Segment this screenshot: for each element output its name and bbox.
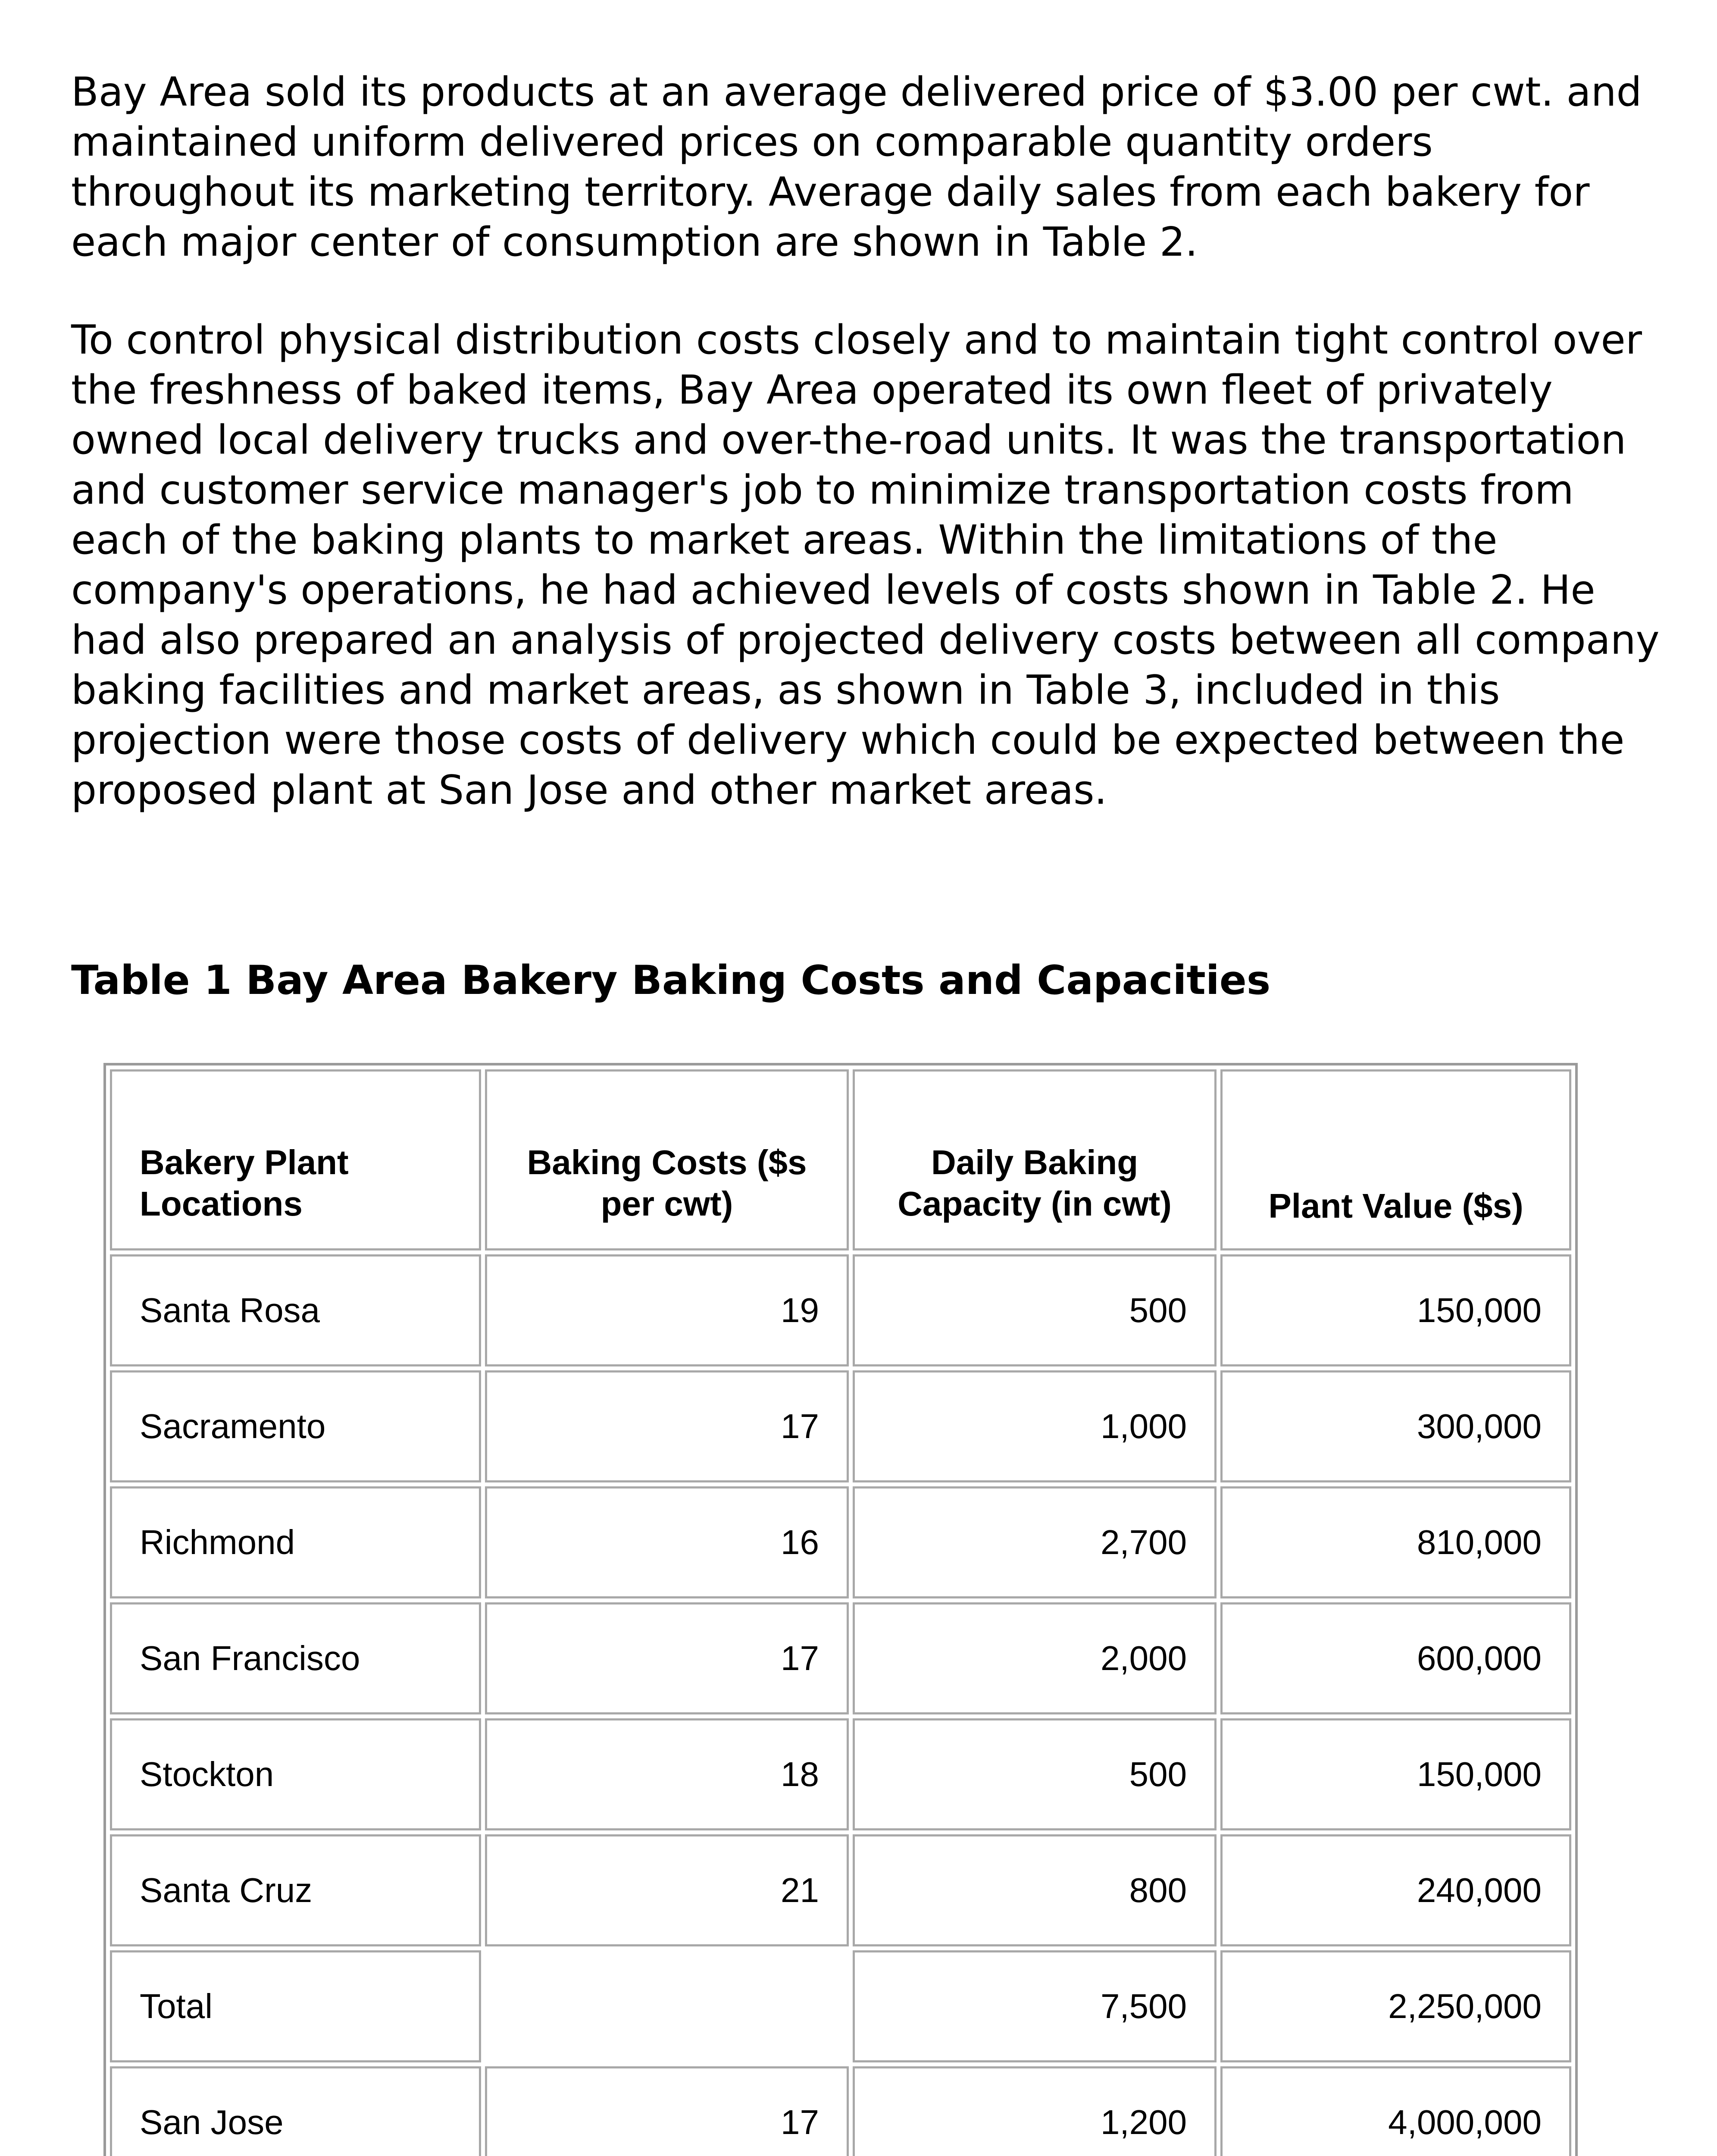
cell-location: Santa Cruz (110, 1834, 481, 1946)
table-row-total (110, 1950, 1571, 2062)
cell-capacity: 1,200 (853, 2066, 1217, 2156)
cell-cost: 19 (485, 1254, 849, 1366)
cell-capacity: 2,700 (853, 1486, 1217, 1598)
cell-capacity: 2,000 (853, 1602, 1217, 1714)
cell-location: Santa Rosa (110, 1254, 481, 1366)
table-header-row (110, 1069, 1571, 1250)
cell-value: 810,000 (1220, 1486, 1571, 1598)
cell-capacity: 7,500 (853, 1950, 1217, 2062)
cell-value: 150,000 (1220, 1254, 1571, 1366)
table-1 (103, 1063, 1578, 2156)
cell-value: 150,000 (1220, 1718, 1571, 1830)
table-row (110, 1834, 1571, 1946)
cell-location: Stockton (110, 1718, 481, 1830)
cell-capacity: 500 (853, 1254, 1217, 1366)
cell-location: Total (110, 1950, 481, 2062)
cell-cost: 17 (485, 2066, 849, 2156)
cell-cost-empty (485, 1950, 849, 2062)
header-baking-cost: Baking Costs ($s per cwt) (485, 1069, 849, 1250)
cell-capacity: 800 (853, 1834, 1217, 1946)
table-row (110, 1370, 1571, 1482)
header-capacity: Daily Baking Capacity (in cwt) (853, 1069, 1217, 1250)
header-location: Bakery Plant Locations (110, 1069, 481, 1250)
cell-cost: 17 (485, 1370, 849, 1482)
header-plant-value: Plant Value ($s) (1220, 1069, 1571, 1250)
cell-cost: 16 (485, 1486, 849, 1598)
table-row (110, 2066, 1571, 2156)
cell-value: 240,000 (1220, 1834, 1571, 1946)
paragraph-2: To control physical distribution costs closely and to maintain tight control over the freshness of baked items, Bay Area operated its own fleet of privately owned local delivery trucks and over-the-road units. It was the transportation and customer service manager's job to minimize transportation costs from each of the baking plants to market areas. Within the limitations of the company's operations, he had achieved levels of costs shown in Table 2. He had also prepared an analysis of projected delivery costs between all company baking facilities and market areas, as shown in Table 3, included in this projection were those costs of delivery which could be expected between the proposed plant at San Jose and other market areas. (71, 317, 1660, 813)
table-1-title: Table 1 Bay Area Bakery Baking Costs and Capacities (71, 957, 1271, 1003)
table-row (110, 1602, 1571, 1714)
cell-cost: 17 (485, 1602, 849, 1714)
cell-location: San Jose (110, 2066, 481, 2156)
cell-capacity: 1,000 (853, 1370, 1217, 1482)
cell-location: Richmond (110, 1486, 481, 1598)
table-row (110, 1254, 1571, 1366)
cell-cost: 21 (485, 1834, 849, 1946)
cell-cost: 18 (485, 1718, 849, 1830)
paragraph-1: Bay Area sold its products at an average delivered price of $3.00 per cwt. and maintained uniform delivered prices on comparable quantity orders throughout its marketing territory. Average daily sales from each bakery for each major center of consumption are shown in Table 2. (71, 69, 1642, 265)
table-row (110, 1718, 1571, 1830)
cell-value: 4,000,000 (1220, 2066, 1571, 2156)
cell-value: 600,000 (1220, 1602, 1571, 1714)
cell-value: 300,000 (1220, 1370, 1571, 1482)
cell-value: 2,250,000 (1220, 1950, 1571, 2062)
cell-location: Sacramento (110, 1370, 481, 1482)
cell-capacity: 500 (853, 1718, 1217, 1830)
cell-location: San Francisco (110, 1602, 481, 1714)
table-row (110, 1486, 1571, 1598)
baking-costs-table (106, 1065, 1575, 2156)
